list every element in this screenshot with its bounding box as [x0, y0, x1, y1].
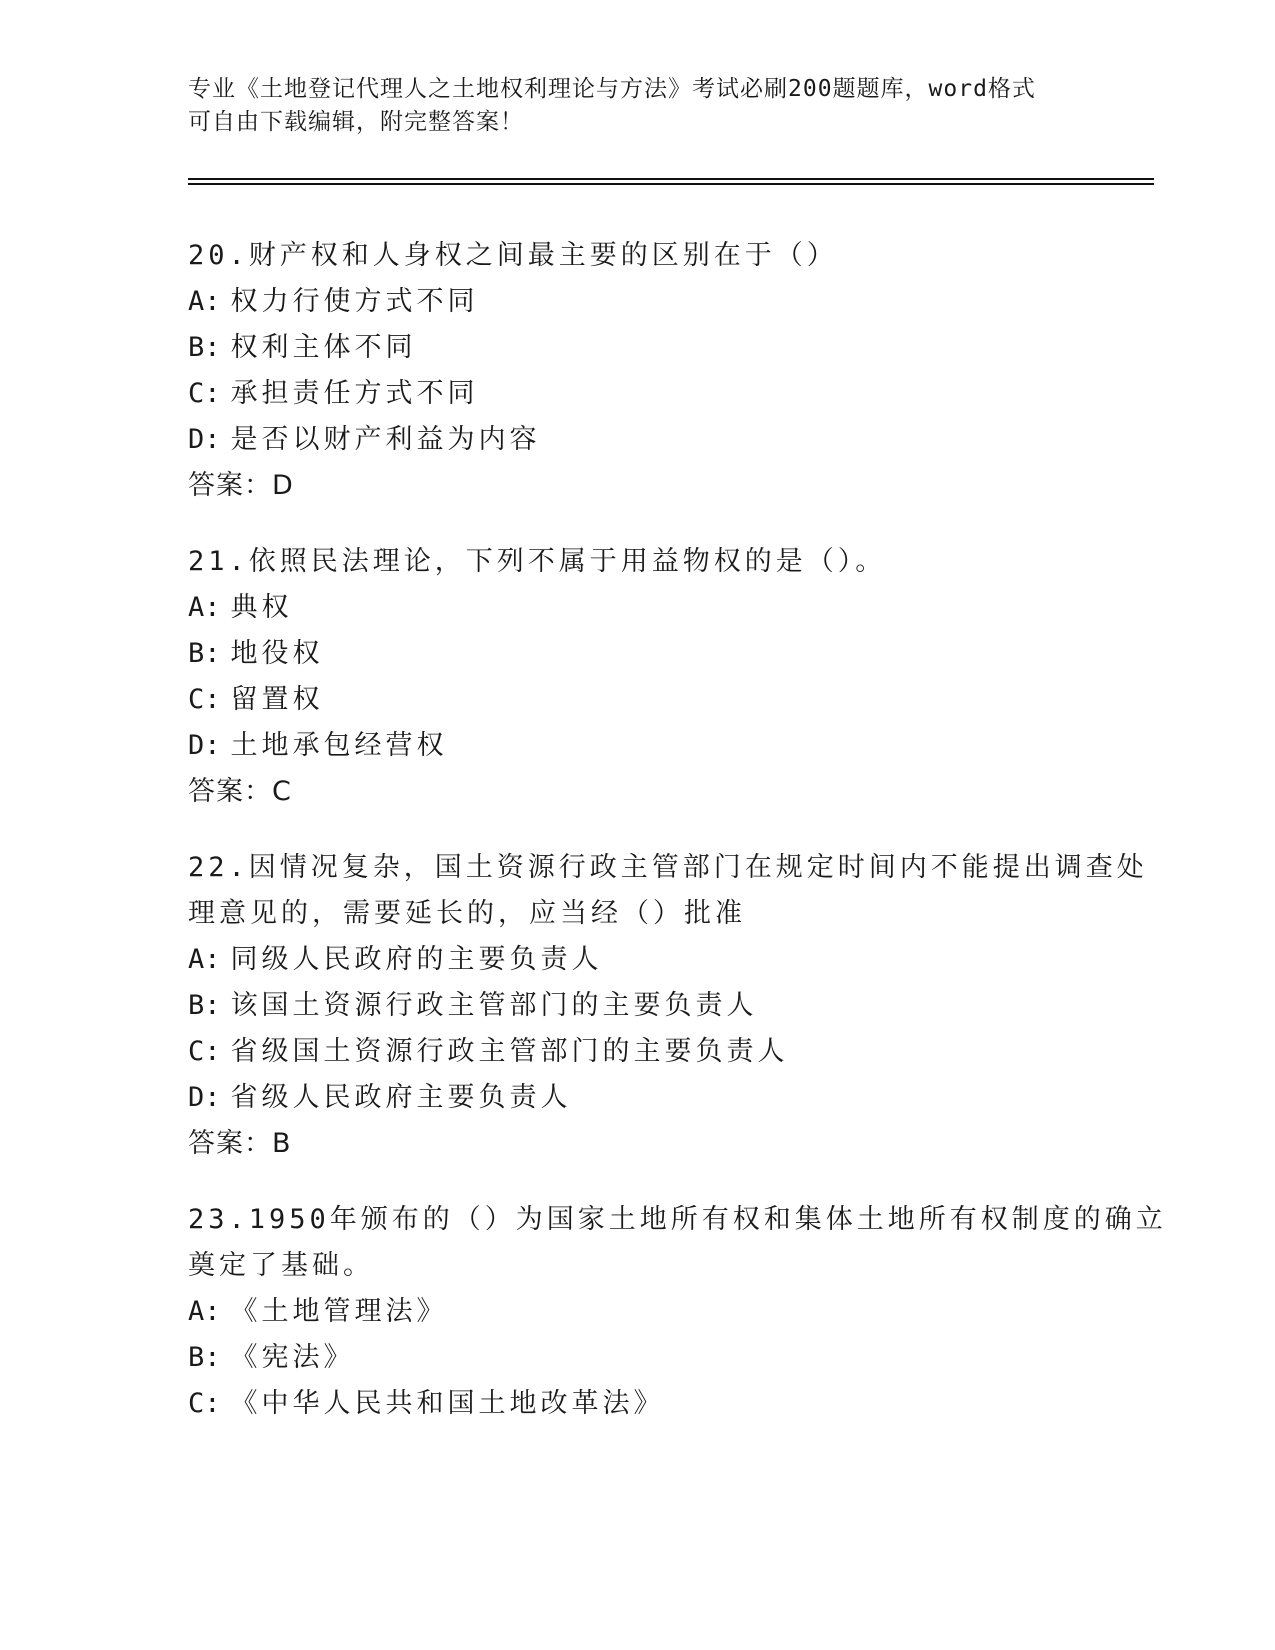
question-item [188, 845, 1148, 1167]
option-a [188, 937, 1088, 983]
option-a [188, 585, 1088, 631]
answer-line: 答案：D [188, 470, 294, 501]
option-text: 同级人民政府的主要负责人 [230, 944, 603, 975]
option-text: 《土地管理法》 [230, 1296, 448, 1327]
header-divider [188, 178, 1154, 180]
option-key: B: [188, 332, 221, 363]
option-key: B: [188, 990, 221, 1021]
option-key: C: [188, 378, 221, 409]
option-b [188, 325, 1088, 371]
option-c [188, 1381, 1088, 1427]
option-text: 《中华人民共和国土地改革法》 [230, 1388, 665, 1419]
question-list [188, 233, 1167, 1457]
option-text: 典权 [230, 592, 293, 623]
option-text: 省级人民政府主要负责人 [230, 1082, 572, 1113]
question-stem: 23.1950年颁布的（）为国家土地所有权和集体土地所有权制度的确立 [188, 1204, 1167, 1235]
option-d [188, 1075, 1088, 1121]
document-header [188, 73, 1068, 139]
option-text: 留置权 [230, 684, 324, 715]
question-item [188, 539, 1088, 815]
option-key: D: [188, 730, 221, 761]
option-b [188, 631, 1088, 677]
option-b [188, 983, 1088, 1029]
option-d [188, 723, 1088, 769]
option-key: A: [188, 592, 221, 623]
question-stem-continued: 理意见的，需要延长的，应当经（）批准 [188, 898, 746, 929]
option-key: B: [188, 638, 221, 669]
option-d [188, 417, 1088, 463]
option-b [188, 1335, 1088, 1381]
option-text: 承担责任方式不同 [230, 378, 479, 409]
option-key: A: [188, 286, 221, 317]
answer-line: 答案：B [188, 1128, 292, 1159]
option-text: 是否以财产利益为内容 [230, 424, 541, 455]
question-stem: 21.依照民法理论，下列不属于用益物权的是（）。 [188, 546, 887, 577]
question-stem-continued: 奠定了基础。 [188, 1250, 374, 1281]
option-text: 《宪法》 [230, 1342, 355, 1373]
option-c [188, 677, 1088, 723]
option-key: B: [188, 1342, 221, 1373]
option-key: D: [188, 1082, 221, 1113]
question-item [188, 1197, 1167, 1427]
answer-line: 答案：C [188, 776, 292, 807]
option-key: A: [188, 944, 221, 975]
option-text: 土地承包经营权 [230, 730, 448, 761]
option-a [188, 279, 1088, 325]
option-text: 省级国土资源行政主管部门的主要负责人 [230, 1036, 789, 1067]
option-c [188, 371, 1088, 417]
header-line-1: 专业《土地登记代理人之土地权利理论与方法》考试必刷200题题库，word格式 [188, 76, 1036, 102]
option-text: 权力行使方式不同 [230, 286, 479, 317]
option-key: C: [188, 1036, 221, 1067]
option-text: 地役权 [230, 638, 324, 669]
option-text: 权利主体不同 [230, 332, 417, 363]
question-stem: 20.财产权和人身权之间最主要的区别在于（） [188, 240, 838, 271]
option-key: C: [188, 684, 221, 715]
question-item [188, 233, 1088, 509]
option-c [188, 1029, 1088, 1075]
option-text: 该国土资源行政主管部门的主要负责人 [230, 990, 758, 1021]
option-key: A: [188, 1296, 221, 1327]
option-key: D: [188, 424, 221, 455]
option-key: C: [188, 1388, 221, 1419]
header-line-2: 可自由下载编辑，附完整答案！ [188, 109, 524, 135]
option-a [188, 1289, 1088, 1335]
header-divider [188, 183, 1154, 185]
question-stem: 22.因情况复杂，国土资源行政主管部门在规定时间内不能提出调查处 [188, 852, 1148, 883]
